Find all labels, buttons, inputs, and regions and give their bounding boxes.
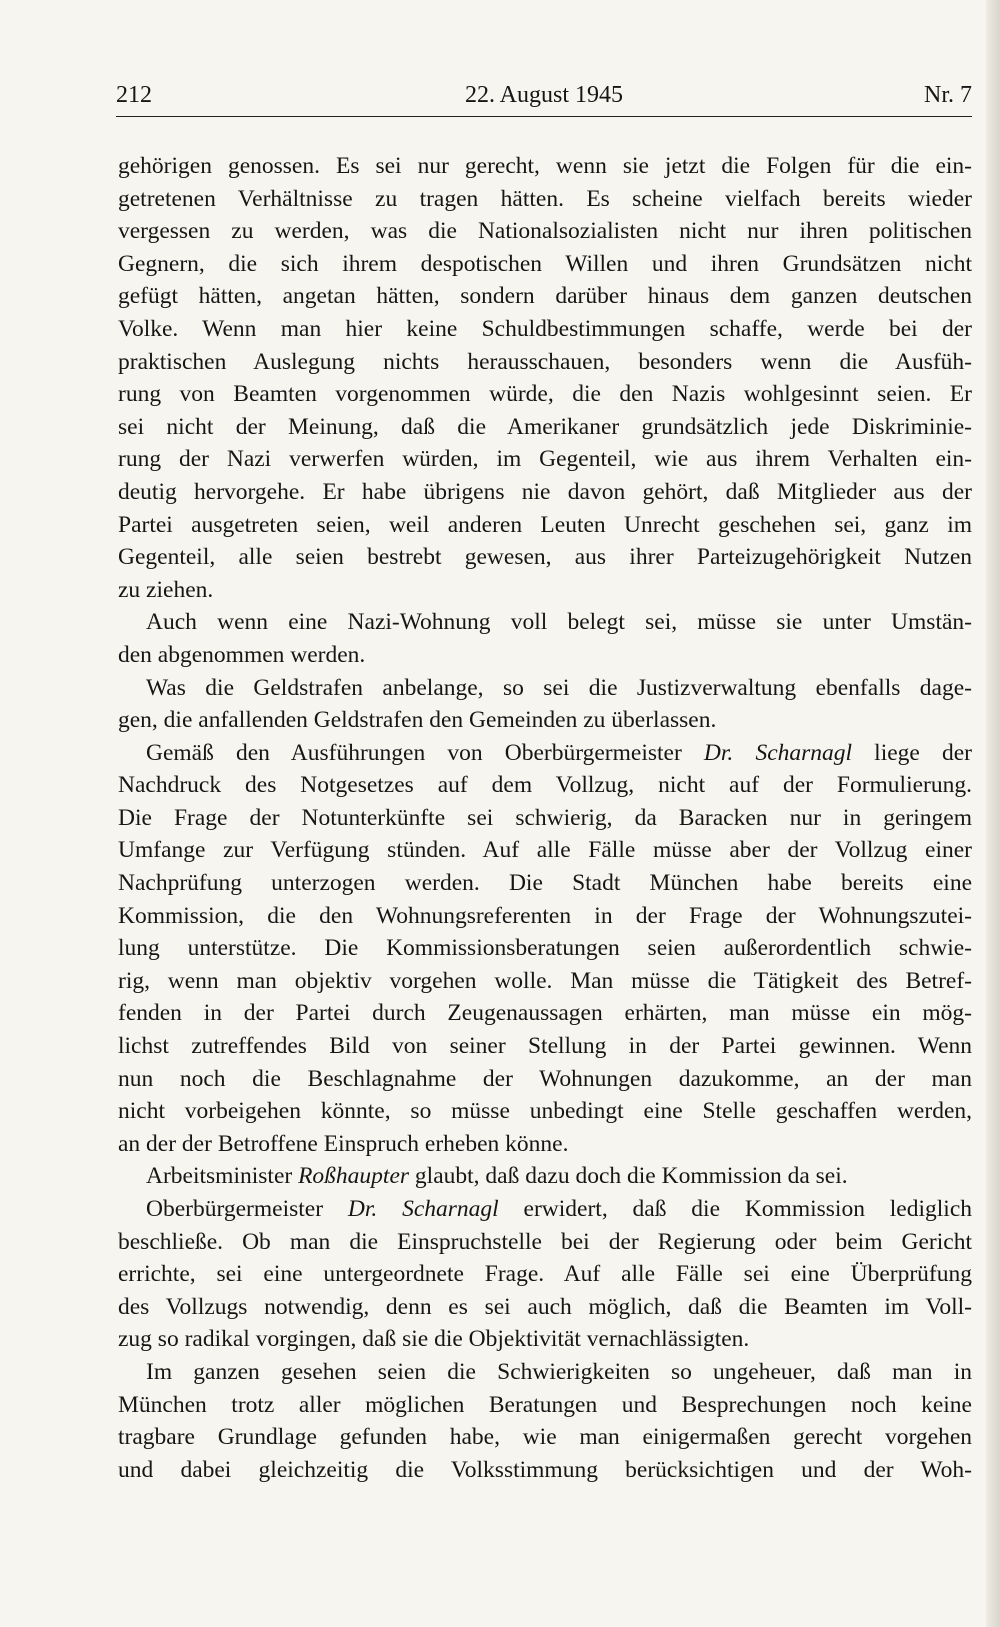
running-header xyxy=(116,80,972,116)
text-segment: Oberbürgermeister xyxy=(146,1196,348,1222)
text-line: zug so radikal vorgingen, daß sie die Objektivität vernachlässigten. xyxy=(118,1326,750,1353)
text-line: getretenen Verhältnisse zu tragen hätten. Es scheine vielfach bereits wieder xyxy=(118,185,972,212)
text-line: den abgenommen werden. xyxy=(118,641,366,668)
page-number: 212 xyxy=(116,82,152,108)
person-name: Dr. Scharnagl xyxy=(347,1196,499,1222)
text-line: Volke. Wenn man hier keine Schuldbestimmungen schaffe, werde bei der xyxy=(118,315,972,342)
text-line: Die Frage der Notunterkünfte sei schwierig, da Baracken nur in geringem xyxy=(118,804,972,831)
text-line: des Vollzugs notwendig, denn es sei auch möglich, daß die Beamten im Voll- xyxy=(118,1293,972,1320)
text-line: Nachprüfung unterzogen werden. Die Stadt München habe bereits eine xyxy=(118,870,972,897)
header-date: 22. August 1945 xyxy=(464,82,623,108)
text-segment: glaubt, daß dazu doch die Kommission da sei. xyxy=(409,1163,848,1190)
text-line xyxy=(118,1160,972,1193)
text-line: Was die Geldstrafen anbelange, so sei die Justizverwaltung ebenfalls dage- xyxy=(146,674,972,701)
text-line: rig, wenn man objektiv vorgehen wolle. Man müsse die Tätigkeit des Betref- xyxy=(118,967,972,994)
text-line: sei nicht der Meinung, daß die Amerikaner grundsätzlich jede Diskriminie- xyxy=(118,413,972,440)
text-line: lung unterstütze. Die Kommissionsberatungen seien außerordentlich schwie- xyxy=(118,935,972,962)
text-line: praktischen Auslegung nichts herausschauen, besonders wenn die Ausfüh- xyxy=(118,348,972,375)
body-text xyxy=(118,150,972,1486)
text-line: Kommission, die den Wohnungsreferenten in der Frage der Wohnungszutei- xyxy=(118,902,972,929)
text-line: Im ganzen gesehen seien die Schwierigkeiten so ungeheuer, daß man in xyxy=(146,1358,972,1385)
text-segment: Gemäß den Ausführungen von Oberbürgermeister xyxy=(146,739,704,766)
text-line xyxy=(118,737,972,770)
text-line: rung der Nazi verwerfen würden, im Gegenteil, wie aus ihrem Verhalten ein- xyxy=(118,446,972,473)
text-line: gen, die anfallenden Geldstrafen den Gemeinden zu überlassen. xyxy=(118,707,717,734)
text-line: Gegnern, die sich ihrem despotischen Willen und ihren Grundsätzen nicht xyxy=(118,250,972,277)
text-line: vergessen zu werden, was die Nationalsozialisten nicht nur ihren politischen xyxy=(118,218,972,245)
text-line: gehörigen genossen. Es sei nur gerecht, wenn sie jetzt die Folgen für die ein- xyxy=(118,153,972,179)
text-line: Nachdruck des Notgesetzes auf dem Vollzug, nicht auf der Formulierung. xyxy=(118,772,972,799)
text-line: beschließe. Ob man die Einspruchstelle bei der Regierung oder beim Gericht xyxy=(118,1228,972,1255)
text-segment: liege der xyxy=(852,739,972,766)
text-line: München trotz aller möglichen Beratungen und Besprechungen noch keine xyxy=(118,1391,972,1418)
text-line: Partei ausgetreten seien, weil anderen Leuten Unrecht geschehen sei, ganz im xyxy=(118,511,972,538)
text-line: fenden in der Partei durch Zeugenaussagen erhärten, man müsse ein mög- xyxy=(118,1000,972,1027)
text-line: zu ziehen. xyxy=(118,576,214,603)
text-line: errichte, sei eine untergeordnete Frage. Auf alle Fälle sei eine Überprüfung xyxy=(118,1261,972,1288)
text-line: lichst zutreffendes Bild von seiner Stellung in der Partei gewinnen. Wenn xyxy=(118,1033,972,1060)
page-edge-shadow xyxy=(986,0,1000,1627)
text-line: Umfange zur Verfügung stünden. Auf alle Fälle müsse aber der Vollzug einer xyxy=(118,837,972,864)
text-line: und dabei gleichzeitig die Volksstimmung berücksichtigen und der Woh- xyxy=(118,1456,972,1483)
text-line: tragbare Grundlage gefunden habe, wie man einigermaßen gerecht vorgehen xyxy=(118,1424,972,1451)
text-line: gefügt hätten, angetan hätten, sondern darüber hinaus dem ganzen deutschen xyxy=(118,283,972,310)
text-segment: erwidert, daß die Kommission lediglich xyxy=(498,1196,972,1222)
text-segment: Arbeitsminister xyxy=(146,1163,299,1190)
text-line: nicht vorbeigehen könnte, so müsse unbedingt eine Stelle geschaffen werden, xyxy=(118,1098,972,1125)
text-line: Auch wenn eine Nazi-Wohnung voll belegt sei, müsse sie unter Umstän- xyxy=(146,609,972,636)
header-rule xyxy=(116,116,972,117)
person-name: Roßhaupter xyxy=(298,1163,410,1190)
text-line: deutig hervorgehe. Er habe übrigens nie davon gehört, daß Mitglieder aus der xyxy=(118,478,972,505)
text-line: Gegenteil, alle seien bestrebt gewesen, aus ihrer Parteizugehörigkeit Nutzen xyxy=(118,544,972,571)
document-number: Nr. 7 xyxy=(924,82,972,108)
person-name: Dr. Scharnagl xyxy=(703,739,853,766)
text-line: rung von Beamten vorgenommen würde, die den Nazis wohlgesinnt seien. Er xyxy=(118,381,972,408)
text-line: an der der Betroffene Einspruch erheben könne. xyxy=(118,1130,569,1157)
text-line: nun noch die Beschlagnahme der Wohnungen dazukomme, an der man xyxy=(118,1065,972,1092)
text-line xyxy=(118,1193,972,1226)
